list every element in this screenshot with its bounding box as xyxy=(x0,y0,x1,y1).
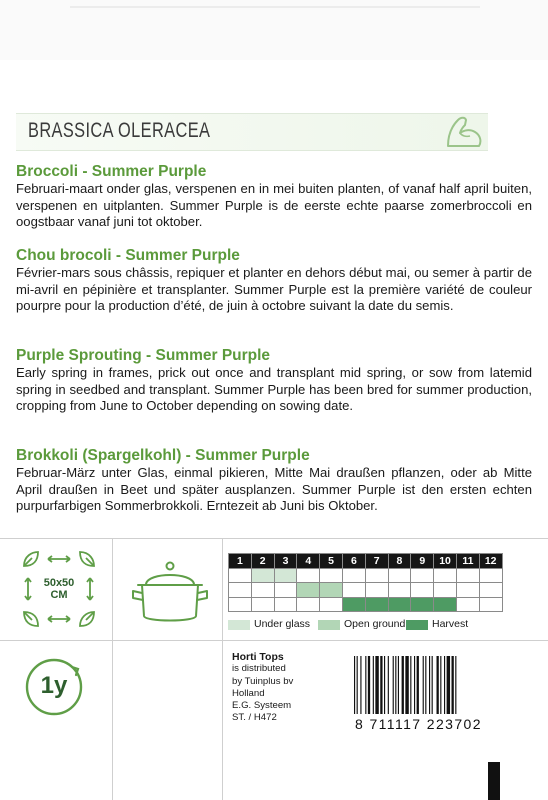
distributor-info xyxy=(232,651,352,725)
barcode-bar xyxy=(360,656,361,714)
barcode xyxy=(352,656,496,718)
section-dutch xyxy=(16,162,532,231)
calendar-month-8: 8 xyxy=(388,554,411,569)
section-body: Février-mars sous châssis, repiquer et planter en dehors début mai, ou semer à partir de mi-avril en pépinière et transplanter. Summer Purple est la première variété de couleur pourpre pour la production d’été, de juin à octobre suivant la date du semis. xyxy=(16,265,532,313)
calendar-cell xyxy=(320,568,343,583)
barcode-number: 8 711117 223702 xyxy=(355,716,482,732)
calendar-row-glass xyxy=(229,568,503,583)
top-edge-strip xyxy=(0,0,548,60)
legend-swatch xyxy=(406,620,428,630)
strong-arm-icon xyxy=(440,110,488,154)
calendar-cell xyxy=(320,583,343,598)
botanical-name: BRASSICA OLERACEA xyxy=(28,119,211,142)
calendar-cell xyxy=(411,583,434,598)
calendar-cell xyxy=(365,597,388,612)
calendar-month-4: 4 xyxy=(297,554,320,569)
plant-spacing-label xyxy=(38,577,80,601)
barcode-bar xyxy=(425,656,426,714)
barcode-bar xyxy=(398,656,399,714)
barcode-bar xyxy=(365,656,366,714)
section-german xyxy=(16,446,532,515)
calendar-cell xyxy=(229,597,252,612)
section-body: Februar-März unter Glas, einmal pikieren, Mitte Mai draußen pflanzen, oder ab Mitte April draußen in Beet und später ausplanzen. Summer Purple ist den ersten echten purpurfarbigen Sommerbrokkoli. Erntezeit ab Juni bis Oktober. xyxy=(16,465,532,513)
section-title: Brokkoli (Spargelkohl) - Summer Purple xyxy=(16,447,310,464)
calendar-cell xyxy=(297,597,320,612)
calendar-cell xyxy=(274,597,297,612)
distributor-line: Holland xyxy=(232,687,265,699)
calendar-cell xyxy=(297,568,320,583)
barcode-bar xyxy=(423,656,424,714)
calendar-cell xyxy=(229,568,252,583)
calendar-cell xyxy=(229,583,252,598)
barcode-bar xyxy=(405,656,408,714)
legend-label: Under glass xyxy=(254,618,311,630)
calendar-cell xyxy=(434,597,457,612)
lifecycle-label: 1y xyxy=(40,672,68,699)
barcode-bar xyxy=(357,656,358,714)
section-french xyxy=(16,246,532,315)
calendar-month-2: 2 xyxy=(251,554,274,569)
calendar-cell xyxy=(320,597,343,612)
calendar-cell xyxy=(274,583,297,598)
section-english xyxy=(16,346,532,415)
calendar-month-7: 7 xyxy=(365,554,388,569)
legend-label: Open ground xyxy=(344,618,406,630)
calendar-cell xyxy=(297,583,320,598)
calendar-month-3: 3 xyxy=(274,554,297,569)
calendar-month-11: 11 xyxy=(456,554,479,569)
barcode-bar xyxy=(452,656,454,714)
barcode-bar xyxy=(447,656,450,714)
barcode-bar xyxy=(440,656,441,714)
calendar-cell xyxy=(388,568,411,583)
calendar-cell xyxy=(388,597,411,612)
calendar-cell xyxy=(434,583,457,598)
legend-swatch xyxy=(228,620,250,630)
calendar-cell xyxy=(365,583,388,598)
calendar-month-9: 9 xyxy=(411,554,434,569)
barcode-bar xyxy=(388,656,389,714)
section-title: Purple Sprouting - Summer Purple xyxy=(16,347,271,364)
barcode-bar xyxy=(354,656,355,714)
spacing-unit: CM xyxy=(50,589,68,601)
distributor-line: ST. / H472 xyxy=(232,712,277,724)
calendar-month-1: 1 xyxy=(229,554,252,569)
barcode-bar xyxy=(373,656,374,714)
barcode-bar xyxy=(393,656,394,714)
barcode-bar xyxy=(395,656,396,714)
calendar-month-10: 10 xyxy=(434,554,457,569)
barcode-bar xyxy=(368,656,370,714)
calendar-cell xyxy=(411,568,434,583)
calendar-cell xyxy=(342,597,365,612)
calendar-cell xyxy=(342,568,365,583)
calendar-cell xyxy=(411,597,434,612)
barcode-bar xyxy=(380,656,382,714)
barcode-bar xyxy=(444,656,445,714)
barcode-bar xyxy=(429,656,430,714)
section-body: Early spring in frames, prick out once and transplant mid spring, or sow from latemid spring in seedbed and transplant. Summer Purple has been bred for summer production, cropping from June to October depending on sowing date. xyxy=(16,365,532,413)
calendar-cell xyxy=(456,597,479,612)
section-title: Chou brocoli - Summer Purple xyxy=(16,247,240,264)
barcode-bar xyxy=(432,656,433,714)
calendar-cell xyxy=(274,568,297,583)
calendar-cell xyxy=(479,583,502,598)
calendar-cell xyxy=(342,583,365,598)
calendar-cell xyxy=(479,597,502,612)
barcode-bar xyxy=(455,656,456,714)
calendar-cell xyxy=(479,568,502,583)
pot-icon xyxy=(128,558,212,630)
barcode-bar xyxy=(384,656,385,714)
barcode-bar xyxy=(402,656,404,714)
barcode-bar xyxy=(417,656,419,714)
calendar-legend xyxy=(228,618,504,632)
barcode-bar xyxy=(410,656,411,714)
distributor-line: by Tuinplus bv xyxy=(232,675,294,687)
legend-label: Harvest xyxy=(432,618,469,630)
calendar-cell xyxy=(251,568,274,583)
legend-swatch xyxy=(318,620,340,630)
calendar-month-6: 6 xyxy=(342,554,365,569)
calendar-cell xyxy=(434,568,457,583)
calendar-row-open xyxy=(229,583,503,598)
calendar-cell xyxy=(251,597,274,612)
distributor-brand: Horti Tops xyxy=(232,651,284,663)
calendar-cell xyxy=(456,568,479,583)
print-cut-mark xyxy=(488,762,500,800)
sowing-calendar xyxy=(228,553,503,612)
barcode-bar xyxy=(437,656,439,714)
calendar-row-harvest xyxy=(229,597,503,612)
spacing-value: 50x50 xyxy=(43,577,75,589)
calendar-cell xyxy=(365,568,388,583)
calendar-cell xyxy=(456,583,479,598)
section-body: Februari-maart onder glas, verspenen en in mei buiten planten, of vanaf half april buiten, verspenen en uitplanten. Summer Purple is de eerste echte paarse zomerbroccoli en oogstbaar vanaf juni tot oktober. xyxy=(16,181,532,229)
calendar-month-5: 5 xyxy=(320,554,343,569)
calendar-cell xyxy=(251,583,274,598)
distributor-line: is distributed xyxy=(232,663,286,675)
distributor-line: E.G. Systeem xyxy=(232,700,292,712)
calendar-month-12: 12 xyxy=(479,554,502,569)
barcode-bar xyxy=(414,656,415,714)
calendar-cell xyxy=(388,583,411,598)
calendar-month-header xyxy=(229,554,503,569)
barcode-bar xyxy=(375,656,378,714)
section-title: Broccoli - Summer Purple xyxy=(16,163,207,180)
